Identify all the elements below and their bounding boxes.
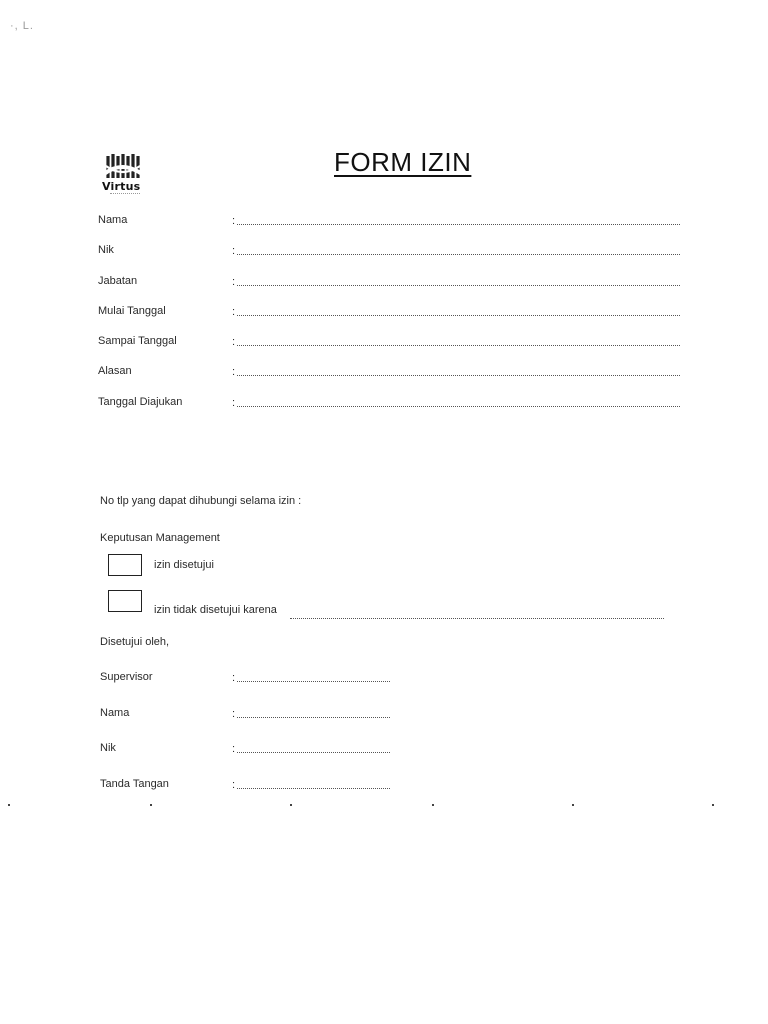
- approved-checkbox[interactable]: [108, 554, 142, 576]
- dotted-line: [237, 254, 680, 255]
- approval-input-nik[interactable]: [232, 743, 390, 755]
- field-input-tanggal-diajukan[interactable]: [232, 397, 680, 409]
- field-input-nik[interactable]: [232, 245, 680, 257]
- field-label-jabatan: Jabatan: [98, 275, 138, 287]
- field-colon: :: [232, 366, 236, 378]
- dotted-line: [237, 788, 390, 789]
- phone-label: No tlp yang dapat dihubungi selama izin :: [100, 495, 302, 507]
- dotted-line: [237, 717, 390, 718]
- field-label-mulai-tanggal: Mulai Tanggal: [98, 305, 166, 317]
- field-input-mulai-tanggal[interactable]: [232, 306, 680, 318]
- dotted-line: [237, 681, 390, 682]
- approval-input-tanda-tangan[interactable]: [232, 779, 390, 791]
- approval-input-nama[interactable]: [232, 708, 390, 720]
- field-label-tanggal-diajukan: Tanggal Diajukan: [98, 396, 183, 408]
- field-colon: :: [232, 672, 236, 684]
- field-colon: :: [232, 743, 236, 755]
- field-colon: :: [232, 708, 236, 720]
- field-label-alasan: Alasan: [98, 365, 132, 377]
- cut-line: [0, 804, 768, 808]
- logo-text: Virtus: [102, 180, 141, 193]
- approval-input-supervisor[interactable]: [232, 672, 390, 684]
- dotted-line: [237, 406, 680, 407]
- field-input-sampai-tanggal[interactable]: [232, 336, 680, 348]
- rejected-checkbox[interactable]: [108, 590, 142, 612]
- approval-label-supervisor: Supervisor: [100, 671, 153, 683]
- field-label-sampai-tanggal: Sampai Tanggal: [98, 335, 177, 347]
- field-colon: :: [232, 245, 236, 257]
- dotted-line: [237, 315, 680, 316]
- dotted-line: [237, 375, 680, 376]
- field-label-nama: Nama: [98, 214, 128, 226]
- scan-mark: ·, L.: [10, 20, 34, 32]
- field-colon: :: [232, 276, 236, 288]
- approval-label-nik: Nik: [100, 742, 116, 754]
- approval-heading: Disetujui oleh,: [100, 636, 170, 648]
- page-title: FORM IZIN: [334, 147, 472, 177]
- rejection-reason-input[interactable]: [290, 610, 664, 619]
- field-input-alasan[interactable]: [232, 366, 680, 378]
- field-label-nik: Nik: [98, 244, 114, 256]
- decision-heading: Keputusan Management: [100, 532, 220, 544]
- approval-label-tanda-tangan: Tanda Tangan: [100, 778, 169, 790]
- field-colon: :: [232, 779, 236, 791]
- dotted-line: [237, 752, 390, 753]
- field-input-nama[interactable]: [232, 215, 680, 227]
- field-colon: :: [232, 306, 236, 318]
- dotted-line: [237, 345, 680, 346]
- rejected-label: izin tidak disetujui karena: [154, 604, 277, 616]
- dotted-line: [237, 224, 680, 225]
- dotted-line: [237, 285, 680, 286]
- approved-label: izin disetujui: [154, 559, 214, 571]
- field-colon: :: [232, 397, 236, 409]
- logo-tagline-line: [110, 193, 140, 196]
- field-colon: :: [232, 336, 236, 348]
- field-colon: :: [232, 215, 236, 227]
- field-input-jabatan[interactable]: [232, 276, 680, 288]
- approval-label-nama: Nama: [100, 707, 130, 719]
